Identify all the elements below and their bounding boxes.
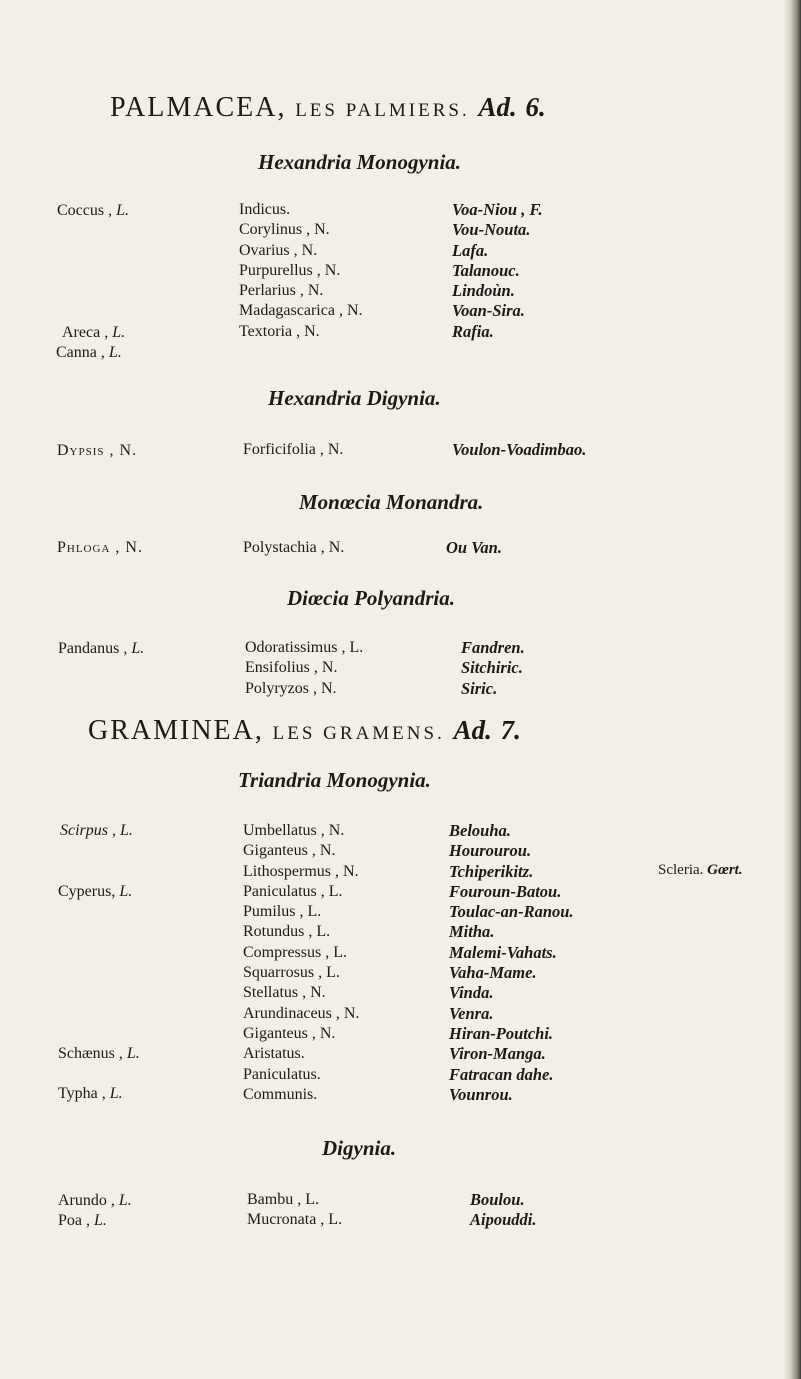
genus-authority: L.	[118, 1192, 132, 1209]
species-item: Perlarius , N.	[239, 282, 324, 300]
genus-name: Poa	[58, 1212, 82, 1229]
species-item: Madagascarica , N.	[239, 302, 363, 320]
species-item: Polyryzos , N.	[245, 679, 337, 697]
palmacea-title-french: LES PALMIERS.	[295, 100, 470, 121]
genus-typha: Typha , L.	[58, 1085, 123, 1102]
genus-authority: L.	[119, 883, 133, 900]
palmacea-title-number: 6.	[525, 92, 546, 122]
genus-dypsis: Dypsis , N.	[57, 442, 138, 459]
species-item: Pumilus , L.	[243, 903, 322, 921]
local-name: Toulac-an-Ranou.	[449, 902, 574, 922]
palmacea-title-ad: Ad.	[478, 92, 517, 122]
graminea-title	[88, 715, 521, 747]
local-name: Fandren.	[461, 638, 525, 657]
local-name: Vaha-Mame.	[449, 963, 537, 983]
genus-canna: Canna , L.	[56, 344, 122, 361]
species-item: Odoratissimus , L.	[245, 639, 364, 656]
local-name: Hiran-Poutchi.	[449, 1023, 554, 1043]
local-name-voulon: Voulon-Voadimbao.	[452, 440, 587, 459]
genus-name: Coccus	[57, 202, 105, 219]
side-note-scleria	[658, 862, 743, 879]
hex-mono-local-names	[452, 200, 542, 342]
monoecia-monandra-heading: Monœcia Monandra.	[299, 490, 484, 514]
species-polystachia: Polystachia , N.	[243, 539, 345, 556]
genus-arundo: Arundo , L.	[58, 1192, 132, 1209]
palmacea-title	[110, 92, 546, 124]
genus-name: Scirpus	[60, 822, 108, 839]
species-item: Communis.	[243, 1085, 318, 1103]
genus-name: Arundo	[58, 1192, 107, 1209]
species-item: Rotundus , L.	[243, 923, 331, 941]
local-name: Voa-Niou , F.	[452, 200, 543, 219]
local-name: Mitha.	[449, 922, 495, 942]
local-name: Tchiperikitz.	[449, 861, 534, 881]
species-item: Giganteus , N.	[243, 842, 336, 860]
species-item: Ovarius , N.	[239, 241, 318, 259]
genus-schaenus: Schænus , L.	[58, 1045, 140, 1062]
digynia-species-list	[247, 1190, 342, 1231]
local-name: Malemi-Vahats.	[449, 942, 557, 962]
local-name: Lafa.	[452, 240, 489, 260]
genus-scirpus: Scirpus , L.	[60, 822, 133, 839]
page-edge-shadow	[783, 0, 801, 1379]
local-name: Vinda.	[449, 983, 494, 1003]
genus-authority: L.	[108, 344, 122, 361]
local-name: Boulou.	[470, 1190, 525, 1209]
genus-name: Typha	[58, 1085, 98, 1102]
hex-mono-species-list	[239, 200, 363, 342]
hexandria-digynia-heading: Hexandria Digynia.	[268, 386, 441, 410]
species-item: Corylinus , N.	[239, 221, 330, 239]
graminea-title-number: 7.	[500, 715, 521, 745]
genus-name: Schænus	[58, 1045, 115, 1062]
local-name: Hourourou.	[449, 841, 532, 861]
graminea-title-main: GRAMINEA,	[88, 715, 264, 746]
species-item: Squarrosus , L.	[243, 964, 340, 982]
local-name: Venra.	[449, 1003, 494, 1023]
genus-authority: L.	[116, 202, 130, 219]
genus-cyperus: Cyperus, L.	[58, 883, 133, 900]
genus-areca: Areca , L.	[62, 324, 126, 341]
species-item: Textoria , N.	[239, 322, 320, 340]
local-name: Sitchiric.	[461, 658, 523, 678]
species-item: Lithospermus , N.	[243, 862, 359, 880]
genus-authority: L.	[94, 1212, 107, 1229]
genus-coccus: Coccus , L.	[57, 202, 130, 219]
digynia-local-names	[470, 1190, 536, 1231]
local-name: Belouha.	[449, 821, 511, 840]
genus-name: Canna	[56, 344, 97, 361]
species-item: Aristatus.	[243, 1045, 305, 1063]
digynia-heading: Digynia.	[322, 1136, 397, 1160]
species-item: Bambu , L.	[247, 1191, 319, 1208]
note-authority: Gœrt.	[707, 862, 743, 878]
genus-poa: Poa , L.	[58, 1212, 107, 1229]
dioecia-species-list	[245, 638, 363, 699]
graminea-title-french: LES GRAMENS.	[272, 723, 445, 744]
local-name: Talanouc.	[452, 260, 520, 280]
genus-name: Cyperus	[58, 883, 112, 900]
local-name: Fatracan dahe.	[449, 1064, 554, 1084]
species-item: Arundinaceus , N.	[243, 1004, 360, 1022]
tri-mono-local-names	[449, 821, 574, 1105]
species-item: Umbellatus , N.	[243, 822, 345, 839]
local-name: Aipouddi.	[470, 1210, 537, 1230]
local-name: Voan-Sira.	[452, 301, 525, 321]
genus-pandanus: Pandanus , L.	[58, 640, 145, 657]
local-name-ou-van: Ou Van.	[446, 538, 502, 557]
dioecia-polyandria-heading: Diœcia Polyandria.	[287, 586, 455, 610]
genus-authority: L.	[120, 822, 133, 839]
tri-mono-species-list	[243, 821, 359, 1105]
local-name: Rafia.	[452, 321, 494, 341]
local-name: Vou-Nouta.	[452, 220, 531, 240]
species-item: Paniculatus.	[243, 1065, 321, 1083]
hexandria-monogynia-heading: Hexandria Monogynia.	[258, 150, 462, 174]
species-item: Compressus , L.	[243, 943, 347, 961]
triandria-monogynia-heading: Triandria Monogynia.	[238, 768, 431, 792]
genus-name: Pandanus	[58, 640, 120, 657]
genus-authority: L.	[126, 1045, 140, 1062]
genus-authority: L.	[112, 324, 126, 341]
genus-authority: L.	[109, 1085, 123, 1102]
species-item: Stellatus , N.	[243, 984, 326, 1002]
species-item: Indicus.	[239, 201, 291, 218]
palmacea-title-main: PALMACEA,	[110, 92, 287, 123]
dioecia-local-names	[461, 638, 525, 699]
genus-authority: L.	[131, 640, 145, 657]
local-name: Viron-Manga.	[449, 1044, 546, 1064]
species-item: Giganteus , N.	[243, 1024, 336, 1042]
genus-phloga: Phloga , N.	[57, 539, 143, 556]
graminea-title-ad: Ad.	[453, 715, 492, 745]
note-genus: Scleria.	[658, 862, 704, 878]
species-item: Ensifolius , N.	[245, 659, 338, 677]
local-name: Lindoùn.	[452, 281, 515, 301]
species-item: Paniculatus , L.	[243, 882, 343, 900]
local-name: Fouroun-Batou.	[449, 881, 562, 901]
genus-name: Areca	[62, 324, 101, 341]
local-name: Vounrou.	[449, 1084, 513, 1104]
local-name: Siric.	[461, 678, 498, 698]
species-item: Purpurellus , N.	[239, 261, 341, 279]
species-item: Mucronata , L.	[247, 1211, 343, 1229]
species-forficifolia: Forficifolia , N.	[243, 441, 344, 458]
